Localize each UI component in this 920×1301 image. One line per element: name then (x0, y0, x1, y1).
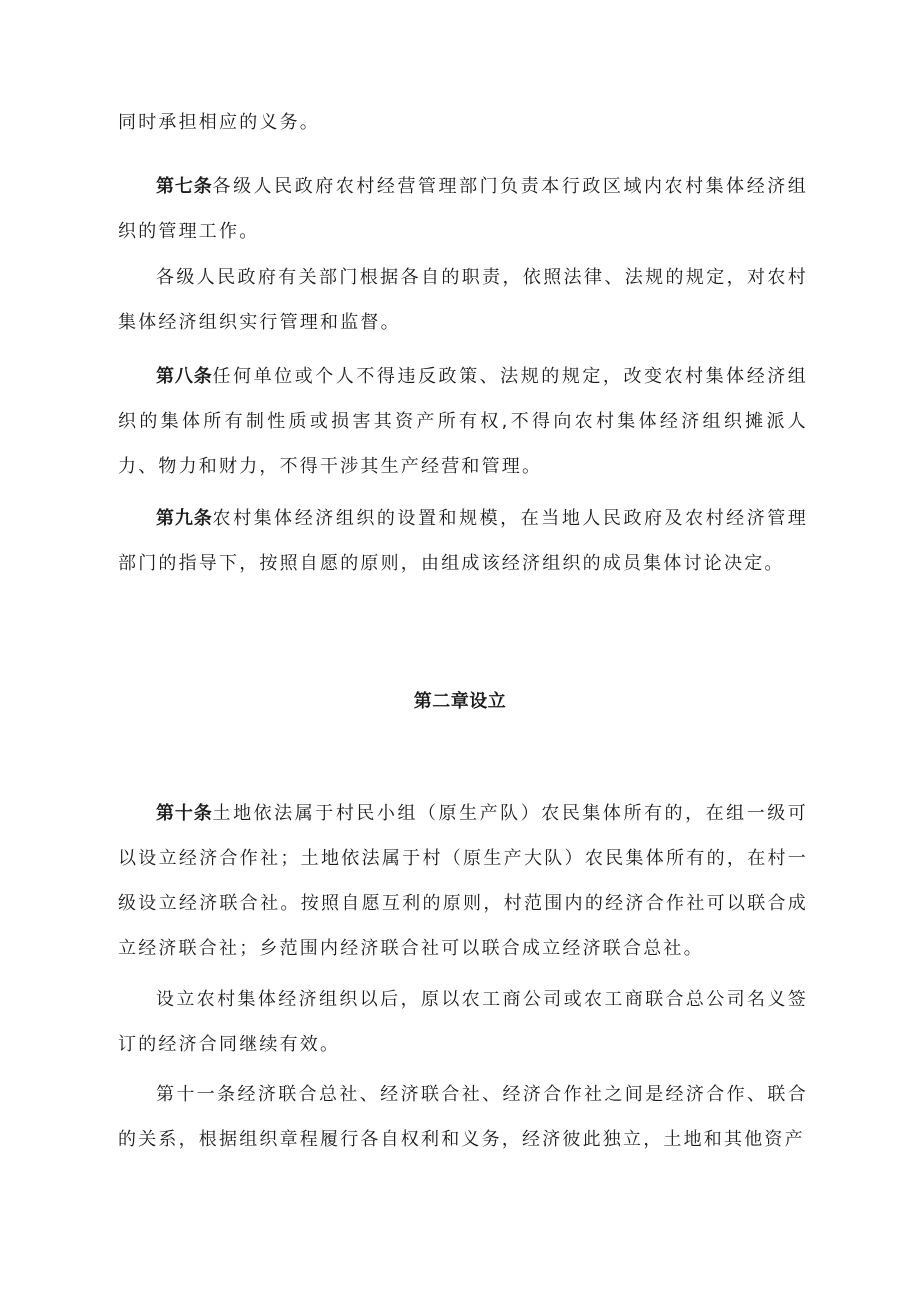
paragraph-text: 第十一条经济联合总社、经济联合社、经济合作社之间是经济合作、联合的关系，根据组织章程履行各自权利和义务，经济彼此独立，土地和其他资产 (118, 1084, 808, 1150)
article-number: 第九条 (156, 508, 213, 529)
paragraph-text: 各级人民政府农村经营管理部门负责本行政区域内农村集体经济组织的管理工作。 (118, 176, 809, 242)
chapter-heading: 第二章设立 (413, 691, 507, 712)
article-11 (118, 1072, 808, 1162)
paragraph-text: 设立农村集体经济组织以后，原以农工商公司或农工商联合总公司名义签订的经济合同继续有效。 (118, 989, 808, 1055)
article-7 (118, 164, 808, 254)
article-number: 第七条 (156, 176, 213, 197)
paragraph-text: 各级人民政府有关部门根据各自的职责，依照法律、法规的规定，对农村集体经济组织实行管理和监督。 (118, 267, 808, 333)
paragraph-text: 农村集体经济组织的设置和规模，在当地人民政府及农村经济管理部门的指导下，按照自愿的原则，由组成该经济组织的成员集体讨论决定。 (118, 508, 809, 574)
article-7-clause-2 (118, 255, 808, 345)
paragraph-continuation (118, 100, 808, 145)
article-9 (118, 496, 808, 586)
article-number: 第八条 (156, 366, 213, 387)
paragraph-text: 同时承担相应的义务。 (118, 112, 320, 133)
article-number: 第十条 (156, 803, 213, 824)
article-10-clause-2 (118, 977, 808, 1067)
article-8 (118, 354, 808, 489)
paragraph-text: 任何单位或个人不得违反政策、法规的规定，改变农村集体经济组织的集体所有制性质或损害其资产所有权,不得向农村集体经济组织摊派人力、物力和财力，不得干涉其生产经营和管理。 (118, 366, 809, 477)
article-10 (118, 791, 808, 971)
paragraph-text: 土地依法属于村民小组（原生产队）农民集体所有的，在组一级可以设立经济合作社；土地依法属于村（原生产大队）农民集体所有的，在村一级设立经济联合社。按照自愿互利的原则，村范围内的经济合作社可以联合成立经济联合社；乡范围内经济联合社可以联合成立经济联合总社。 (118, 803, 809, 959)
